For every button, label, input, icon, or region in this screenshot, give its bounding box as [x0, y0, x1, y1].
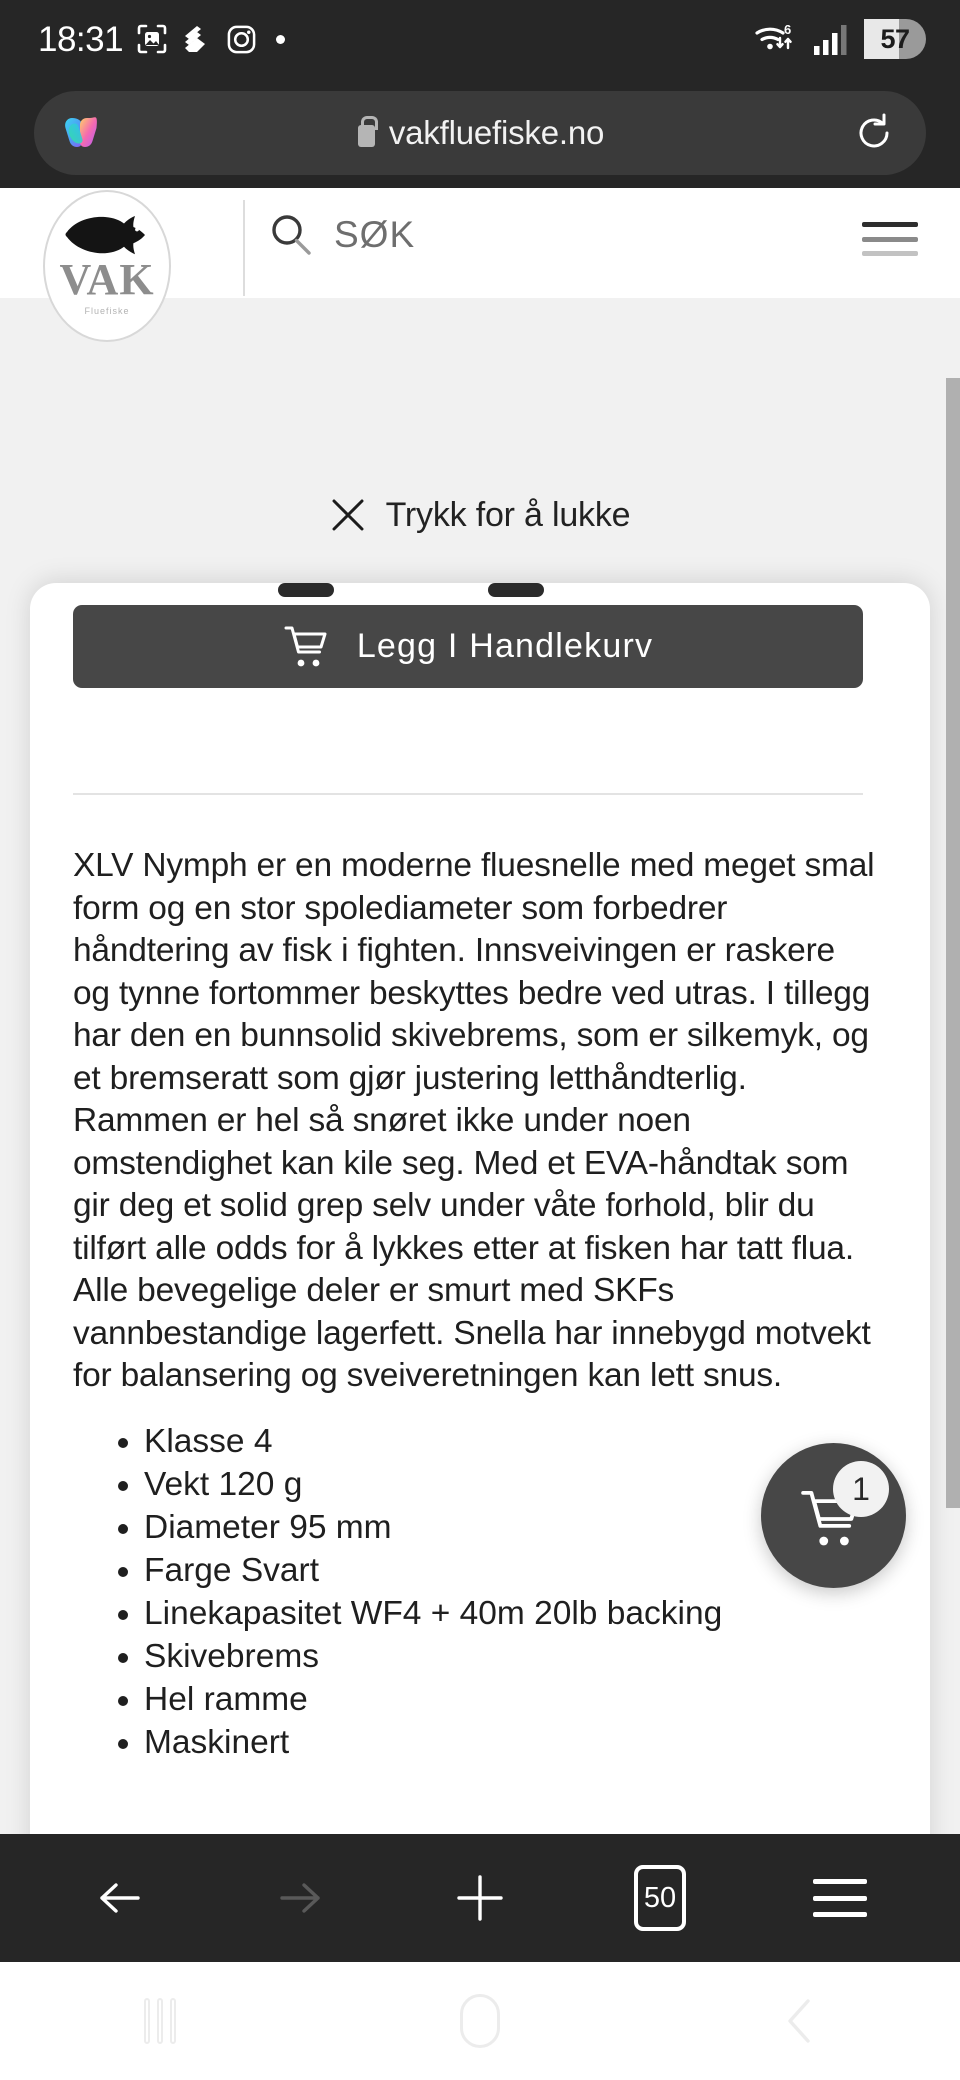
- hamburger-bar-1: [862, 222, 918, 227]
- plus-icon: [452, 1870, 508, 1926]
- clipped-pill-left: [278, 583, 334, 597]
- screenshot-icon: [136, 23, 168, 55]
- android-home-button[interactable]: [425, 1981, 535, 2061]
- recents-bar-2: [157, 1998, 163, 2044]
- instagram-icon: [226, 24, 257, 55]
- product-spec-list: [108, 1421, 888, 1765]
- cart-badge-count: 1: [833, 1461, 889, 1517]
- status-bar: [0, 0, 960, 78]
- status-clock: 18:31: [38, 19, 124, 59]
- search-input[interactable]: [268, 212, 415, 258]
- battery-percent: 57: [880, 23, 910, 54]
- site-header: [0, 188, 960, 316]
- hamburger-bar-2: [862, 237, 918, 242]
- list-item: • Skivebrems: [144, 1636, 888, 1679]
- product-detail-modal: [30, 583, 930, 1973]
- url-text: vakfluefiske.no: [388, 114, 605, 151]
- list-item: • Farge Svart: [144, 1550, 888, 1593]
- web-page-viewport: [0, 188, 960, 1834]
- url-display[interactable]: [110, 114, 852, 152]
- list-item: • Klasse 4: [144, 1421, 888, 1464]
- svg-text:6: 6: [784, 22, 792, 37]
- android-back-button[interactable]: [745, 1981, 855, 2061]
- url-bar[interactable]: [34, 91, 926, 175]
- site-logo-text: VAK: [59, 255, 155, 304]
- search-icon: [268, 212, 314, 258]
- cards-icon: [181, 23, 213, 55]
- floating-cart-button[interactable]: [761, 1443, 906, 1588]
- new-tab-button[interactable]: [435, 1853, 525, 1943]
- list-item: • Linekapasitet WF4 + 40m 20lb backing: [144, 1593, 888, 1636]
- recents-icon: [144, 1998, 176, 2044]
- section-divider: [73, 793, 863, 795]
- site-logo-subtext: Fluefiske: [84, 306, 130, 316]
- product-description: XLV Nymph er en moderne fluesnelle med meget smal form og en stor spolediameter som forbedrer håndtering av fisk i fighten. Innsveivingen er raskere og tynne fortommer beskyttes bedre ved utras. I tillegg har den en bunnsolid skivebrems, som er silkemyk, og et bremseratt som gjør justering letthåndterlig. Rammen er hel så snøret ikke under noen omstendighet kan kile seg. Med et EVA-håndtak som gir deg et solid grep selv under våte forhold, blir du tilført alle odds for å lykkes etter at fisken har tatt flua. Alle bevegelige deler er smurt med SKFs vannbestandige lagerfett. Snella har innebygd motvekt for balansering og sveiveretningen kan lett snus.: [73, 847, 875, 1394]
- browser-bottom-toolbar: [0, 1834, 960, 1962]
- cellular-signal-icon: [812, 22, 852, 56]
- list-item: • Vekt 120 g: [144, 1464, 888, 1507]
- copilot-icon[interactable]: [60, 108, 110, 158]
- add-to-cart-label: Legg I Handlekurv: [356, 627, 654, 665]
- hamburger-bar-1: [813, 1879, 867, 1884]
- close-overlay-button[interactable]: [0, 484, 960, 546]
- list-item: • Maskinert: [144, 1722, 888, 1765]
- battery-indicator: [864, 19, 926, 59]
- site-logo[interactable]: [43, 190, 171, 342]
- home-icon: [460, 1994, 500, 2048]
- tab-switcher-button[interactable]: [615, 1853, 705, 1943]
- status-bar-left: [38, 19, 285, 59]
- lock-icon: [358, 125, 375, 147]
- recents-bar-1: [144, 1998, 150, 2044]
- shopping-cart-icon: [283, 623, 331, 671]
- back-chevron-icon: [778, 1993, 822, 2049]
- hamburger-bar-3: [862, 251, 918, 256]
- clipped-pill-right: [488, 583, 544, 597]
- wifi-6-icon: [754, 20, 800, 58]
- android-recents-button[interactable]: [105, 1981, 215, 2061]
- arrow-forward-icon: [273, 1871, 327, 1925]
- browser-forward-button[interactable]: [255, 1853, 345, 1943]
- android-navigation-bar: [0, 1962, 960, 2080]
- tab-count-badge: 50: [634, 1865, 686, 1931]
- add-to-cart-button[interactable]: [73, 605, 863, 688]
- browser-menu-button[interactable]: [795, 1853, 885, 1943]
- close-x-icon: [330, 497, 366, 533]
- hamburger-bar-2: [813, 1896, 867, 1901]
- browser-back-button[interactable]: [75, 1853, 165, 1943]
- recents-bar-3: [170, 1998, 176, 2044]
- hamburger-bar-3: [813, 1912, 867, 1917]
- arrow-back-icon: [93, 1871, 147, 1925]
- reload-icon[interactable]: [852, 111, 896, 155]
- more-dot-icon: [276, 35, 285, 44]
- site-menu-button[interactable]: [862, 222, 918, 256]
- list-item: • Diameter 95 mm: [144, 1507, 888, 1550]
- browser-url-bar-container: [0, 78, 960, 188]
- close-overlay-label: Trykk for å lukke: [385, 495, 631, 534]
- header-divider: [243, 200, 245, 296]
- hamburger-menu-icon: [813, 1879, 867, 1917]
- clipped-widget-above: [30, 573, 930, 595]
- search-placeholder: SØK: [334, 214, 416, 255]
- page-scrollbar[interactable]: [946, 378, 960, 1508]
- fish-icon: [61, 212, 153, 250]
- list-item: • Hel ramme: [144, 1679, 888, 1722]
- status-bar-right: [754, 19, 926, 59]
